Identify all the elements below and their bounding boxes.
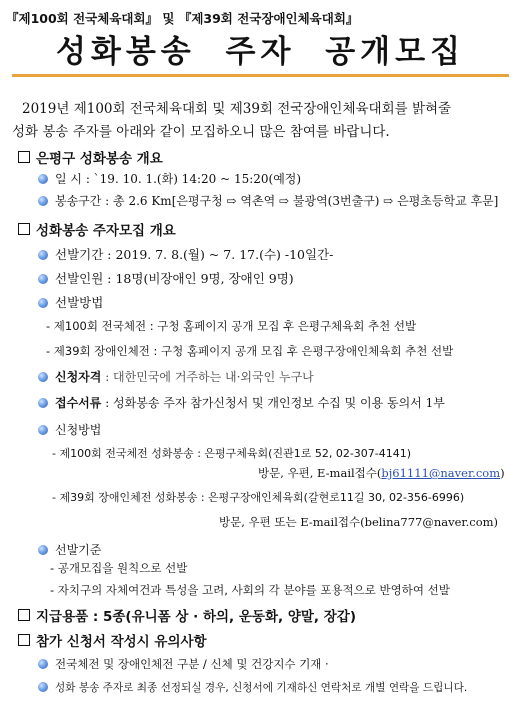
blue-dot-icon [38,372,48,382]
count-text: 선발인원 : 18명(비장애인 9명, 장애인 9명) [55,271,294,286]
eligibility-label: 신청자격 [55,370,102,384]
blue-dot-icon [38,545,48,555]
section-heading-notes [18,630,207,650]
blue-dot-icon [38,274,48,284]
email-link[interactable]: bj61111@naver.com [381,466,501,480]
list-item-count [38,269,294,287]
list-item-method [38,293,103,311]
list-item-eligibility [38,368,314,385]
eligibility-text: : 대한민국에 거주하는 내·외국인 누구나 [101,370,314,384]
blue-dot-icon [38,682,48,692]
section-heading-overview [18,147,163,167]
list-item-period [38,245,333,263]
section-heading-text: 지급용품 : 5종(유니폼 상 · 하의, 운동화, 양말, 장갑) [36,609,356,625]
checkbox-square-icon [18,151,30,163]
method-label: 선발방법 [55,295,104,310]
section-heading-text: 참가 신청서 작성시 유의사항 [36,634,207,650]
blue-dot-icon [38,196,48,206]
date-text: 일 시 : `19. 10. 1.(화) 14:20 ~ 15:20(예정) [55,172,302,186]
period-text: 선발기간 : 2019. 7. 8.(월) ~ 7. 17.(수) -10일간- [55,247,334,262]
list-item-apply [38,421,101,438]
section-heading-recruit [18,219,176,239]
checkbox-square-icon [18,609,30,621]
criteria-line-2: - 자치구의 자체여건과 특성을 고려, 사회의 각 분야를 포용적으로 반영하여 선발 [50,583,450,597]
section-heading-text: 은평구 성화봉송 개요 [36,151,163,167]
title-divider [12,74,509,77]
checkbox-square-icon [18,634,30,646]
route-text: 봉송구간 : 총 2.6 Km[은평구청 ⇨ 역촌역 ⇨ 불광역(3번출구) ⇨ 은평초등학교 후문] [55,194,499,208]
section-heading-supplies [18,605,356,625]
blue-dot-icon [38,250,48,260]
list-item-route [38,192,498,209]
list-item-date [38,170,301,187]
blue-dot-icon [38,398,48,408]
apply-label: 신청방법 [55,423,102,437]
intro-line-1: 2019년 제100회 전국체육대회 및 제39회 전국장애인체육대회를 밝혀줄 [22,101,452,117]
note-line-1: 전국체전 및 장애인체전 구분 / 신체 및 건강지수 기재 · [38,656,329,672]
section-heading-text: 성화봉송 주자모집 개요 [36,223,176,239]
documents-text: : 성화봉송 주자 참가신청서 및 개인정보 수집 및 이용 동의서 1부 [101,396,445,410]
apply-line-2-contact: 방문, 우편 또는 E-mail접수(belina777@naver.com) [219,515,499,529]
page-title: 성화봉송 주자 공개모집 [55,34,466,70]
apply-line-1: - 제100회 전국체전 성화봉송 : 은평구체육회(진관1로 52, 02-307-4141) [52,447,412,460]
list-item-documents [38,394,445,411]
method-line-2: - 제39회 장애인체전 : 구청 홈페이지 공개 모집 후 은평구장애인체육회 추천 선발 [46,344,454,358]
documents-label: 접수서류 [55,396,102,410]
blue-dot-icon [38,298,48,308]
blue-dot-icon [38,425,48,435]
method-line-1: - 제100회 전국체전 : 구청 홈페이지 공개 모집 후 은평구체육회 추천 선발 [46,319,417,333]
list-item-criteria [38,541,101,558]
blue-dot-icon [38,659,48,669]
checkbox-square-icon [18,223,30,235]
apply-line-2: - 제39회 장애인체전 성화봉송 : 은평구장애인체육회(갈현로11길 30, 02-356-6996) [52,491,465,504]
intro-line-2: 성화 봉송 주자를 아래와 같이 모집하오니 많은 참여를 바랍니다. [12,124,390,140]
apply-line-1-contact: 방문, 우편, E-mail접수(bj61111@naver.com) [258,466,505,480]
event-subtitle: 『제100회 전국체육대회』 및 『제39회 전국장애인체육대회』 [6,11,359,26]
criteria-line-1: - 공개모집을 원칙으로 선발 [50,561,188,575]
criteria-label: 선발기준 [55,543,102,557]
blue-dot-icon [38,174,48,184]
note-line-2: 성화 봉송 주자로 최종 선정되실 경우, 신청서에 기재하신 연락처로 개별 연락을 드립니다. [38,680,467,695]
